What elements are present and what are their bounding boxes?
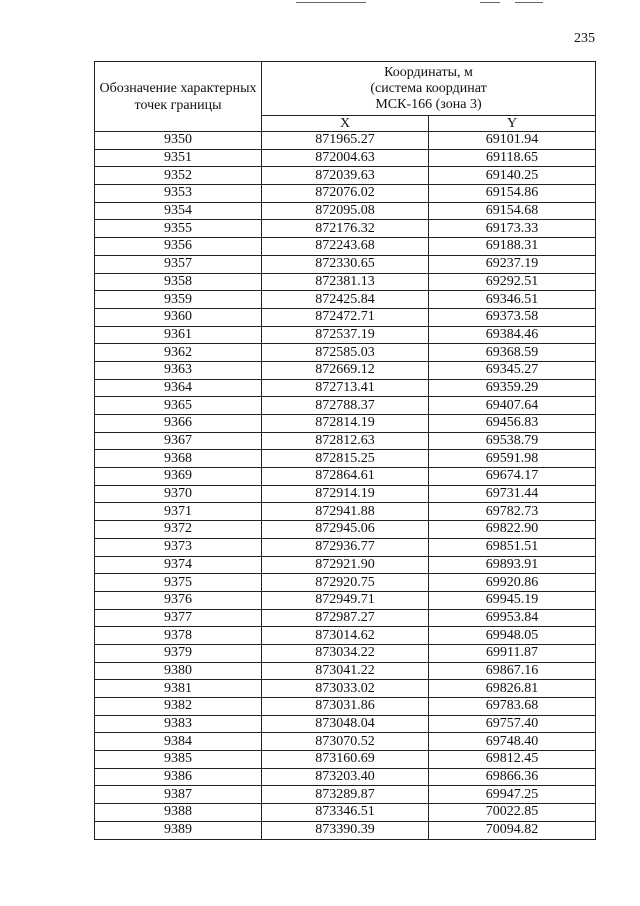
x-cell: 873203.40	[262, 768, 429, 786]
table-row	[95, 821, 596, 839]
point-cell: 9384	[95, 733, 262, 751]
table-row	[95, 397, 596, 415]
y-cell: 70094.82	[429, 821, 596, 839]
x-cell: 873033.02	[262, 680, 429, 698]
x-cell: 872176.32	[262, 220, 429, 238]
point-cell: 9355	[95, 220, 262, 238]
table-row	[95, 415, 596, 433]
y-cell: 69731.44	[429, 485, 596, 503]
point-cell: 9381	[95, 680, 262, 698]
x-cell: 872243.68	[262, 238, 429, 256]
point-cell: 9354	[95, 202, 262, 220]
point-cell: 9350	[95, 132, 262, 150]
point-cell: 9361	[95, 326, 262, 344]
point-cell: 9380	[95, 662, 262, 680]
x-cell: 872330.65	[262, 255, 429, 273]
x-cell: 872537.19	[262, 326, 429, 344]
x-cell: 871965.27	[262, 132, 429, 150]
point-cell: 9377	[95, 609, 262, 627]
point-cell: 9374	[95, 556, 262, 574]
point-cell: 9370	[95, 485, 262, 503]
table-body	[95, 132, 596, 840]
point-cell: 9360	[95, 308, 262, 326]
point-cell: 9382	[95, 698, 262, 716]
header-coordinates-line1: Координаты, м	[384, 64, 473, 80]
x-cell: 873160.69	[262, 751, 429, 769]
x-cell: 872814.19	[262, 415, 429, 433]
y-cell: 69783.68	[429, 698, 596, 716]
table-row	[95, 379, 596, 397]
y-cell: 69101.94	[429, 132, 596, 150]
x-cell: 872812.63	[262, 432, 429, 450]
x-cell: 872713.41	[262, 379, 429, 397]
x-cell: 872585.03	[262, 344, 429, 362]
y-cell: 69140.25	[429, 167, 596, 185]
x-cell: 873014.62	[262, 627, 429, 645]
table-row	[95, 574, 596, 592]
y-cell: 69911.87	[429, 644, 596, 662]
x-cell: 872949.71	[262, 591, 429, 609]
point-cell: 9351	[95, 149, 262, 167]
table-row	[95, 361, 596, 379]
y-cell: 69173.33	[429, 220, 596, 238]
point-cell: 9369	[95, 468, 262, 486]
x-cell: 873034.22	[262, 644, 429, 662]
page-number: 235	[574, 31, 595, 46]
point-cell: 9356	[95, 238, 262, 256]
point-cell: 9389	[95, 821, 262, 839]
table-row	[95, 680, 596, 698]
y-cell: 69812.45	[429, 751, 596, 769]
table-row	[95, 715, 596, 733]
y-cell: 69867.16	[429, 662, 596, 680]
table-row	[95, 662, 596, 680]
y-cell: 69851.51	[429, 538, 596, 556]
table-row	[95, 627, 596, 645]
table-row	[95, 591, 596, 609]
table-row	[95, 167, 596, 185]
x-cell: 872941.88	[262, 503, 429, 521]
point-cell: 9385	[95, 751, 262, 769]
y-cell: 69237.19	[429, 255, 596, 273]
point-cell: 9383	[95, 715, 262, 733]
table-row	[95, 804, 596, 822]
point-cell: 9359	[95, 291, 262, 309]
y-cell: 69748.40	[429, 733, 596, 751]
point-cell: 9358	[95, 273, 262, 291]
x-cell: 872864.61	[262, 468, 429, 486]
y-cell: 69368.59	[429, 344, 596, 362]
y-cell: 69920.86	[429, 574, 596, 592]
scan-marks	[0, 2, 640, 6]
table-row	[95, 273, 596, 291]
header-coordinates-line2: (система координат	[370, 80, 487, 96]
table-row	[95, 468, 596, 486]
point-cell: 9386	[95, 768, 262, 786]
y-cell: 69822.90	[429, 521, 596, 539]
y-cell: 69456.83	[429, 415, 596, 433]
table-row	[95, 786, 596, 804]
header-x: X	[262, 116, 429, 132]
point-cell: 9364	[95, 379, 262, 397]
table-row	[95, 609, 596, 627]
point-cell: 9372	[95, 521, 262, 539]
y-cell: 69826.81	[429, 680, 596, 698]
table-row	[95, 768, 596, 786]
y-cell: 69118.65	[429, 149, 596, 167]
point-cell: 9365	[95, 397, 262, 415]
point-cell: 9367	[95, 432, 262, 450]
y-cell: 69188.31	[429, 238, 596, 256]
table-row	[95, 733, 596, 751]
y-cell: 69345.27	[429, 361, 596, 379]
table-row	[95, 238, 596, 256]
x-cell: 872039.63	[262, 167, 429, 185]
y-cell: 69866.36	[429, 768, 596, 786]
table-row	[95, 751, 596, 769]
x-cell: 872095.08	[262, 202, 429, 220]
point-cell: 9375	[95, 574, 262, 592]
table-row	[95, 291, 596, 309]
header-y: Y	[429, 116, 596, 132]
point-cell: 9387	[95, 786, 262, 804]
y-cell: 69782.73	[429, 503, 596, 521]
y-cell: 69154.68	[429, 202, 596, 220]
y-cell: 69948.05	[429, 627, 596, 645]
header-coordinates-line3: МСК-166 (зона 3)	[375, 96, 482, 112]
y-cell: 69674.17	[429, 468, 596, 486]
x-cell: 872914.19	[262, 485, 429, 503]
x-cell: 872004.63	[262, 149, 429, 167]
x-cell: 873070.52	[262, 733, 429, 751]
x-cell: 872921.90	[262, 556, 429, 574]
y-cell: 69947.25	[429, 786, 596, 804]
table-row	[95, 485, 596, 503]
x-cell: 873041.22	[262, 662, 429, 680]
table-row	[95, 308, 596, 326]
x-cell: 873390.39	[262, 821, 429, 839]
x-cell: 872076.02	[262, 185, 429, 203]
table-row	[95, 185, 596, 203]
point-cell: 9373	[95, 538, 262, 556]
coordinates-table	[94, 61, 596, 840]
table-row	[95, 556, 596, 574]
table-row	[95, 503, 596, 521]
x-cell: 873289.87	[262, 786, 429, 804]
table-row	[95, 538, 596, 556]
y-cell: 69407.64	[429, 397, 596, 415]
table-row	[95, 698, 596, 716]
point-cell: 9362	[95, 344, 262, 362]
point-cell: 9376	[95, 591, 262, 609]
x-cell: 872788.37	[262, 397, 429, 415]
y-cell: 69945.19	[429, 591, 596, 609]
table-row	[95, 202, 596, 220]
point-cell: 9357	[95, 255, 262, 273]
table-row	[95, 644, 596, 662]
point-cell: 9366	[95, 415, 262, 433]
table-row	[95, 521, 596, 539]
table-row	[95, 132, 596, 150]
table-row	[95, 326, 596, 344]
point-cell: 9353	[95, 185, 262, 203]
point-cell: 9368	[95, 450, 262, 468]
y-cell: 69292.51	[429, 273, 596, 291]
x-cell: 872425.84	[262, 291, 429, 309]
y-cell: 69384.46	[429, 326, 596, 344]
x-cell: 872815.25	[262, 450, 429, 468]
x-cell: 872472.71	[262, 308, 429, 326]
x-cell: 872669.12	[262, 361, 429, 379]
y-cell: 70022.85	[429, 804, 596, 822]
x-cell: 872936.77	[262, 538, 429, 556]
point-cell: 9379	[95, 644, 262, 662]
header-points: Обозначение характерных точек границы	[95, 62, 262, 132]
x-cell: 872381.13	[262, 273, 429, 291]
y-cell: 69359.29	[429, 379, 596, 397]
point-cell: 9388	[95, 804, 262, 822]
y-cell: 69591.98	[429, 450, 596, 468]
y-cell: 69154.86	[429, 185, 596, 203]
table-row	[95, 255, 596, 273]
header-coordinates	[262, 62, 596, 116]
point-cell: 9378	[95, 627, 262, 645]
x-cell: 873346.51	[262, 804, 429, 822]
y-cell: 69953.84	[429, 609, 596, 627]
y-cell: 69538.79	[429, 432, 596, 450]
y-cell: 69346.51	[429, 291, 596, 309]
table-row	[95, 344, 596, 362]
table-row	[95, 220, 596, 238]
point-cell: 9371	[95, 503, 262, 521]
table-row	[95, 450, 596, 468]
y-cell: 69757.40	[429, 715, 596, 733]
table-row	[95, 149, 596, 167]
x-cell: 873031.86	[262, 698, 429, 716]
table-row	[95, 432, 596, 450]
y-cell: 69893.91	[429, 556, 596, 574]
y-cell: 69373.58	[429, 308, 596, 326]
x-cell: 872945.06	[262, 521, 429, 539]
x-cell: 872920.75	[262, 574, 429, 592]
point-cell: 9352	[95, 167, 262, 185]
x-cell: 873048.04	[262, 715, 429, 733]
x-cell: 872987.27	[262, 609, 429, 627]
point-cell: 9363	[95, 361, 262, 379]
